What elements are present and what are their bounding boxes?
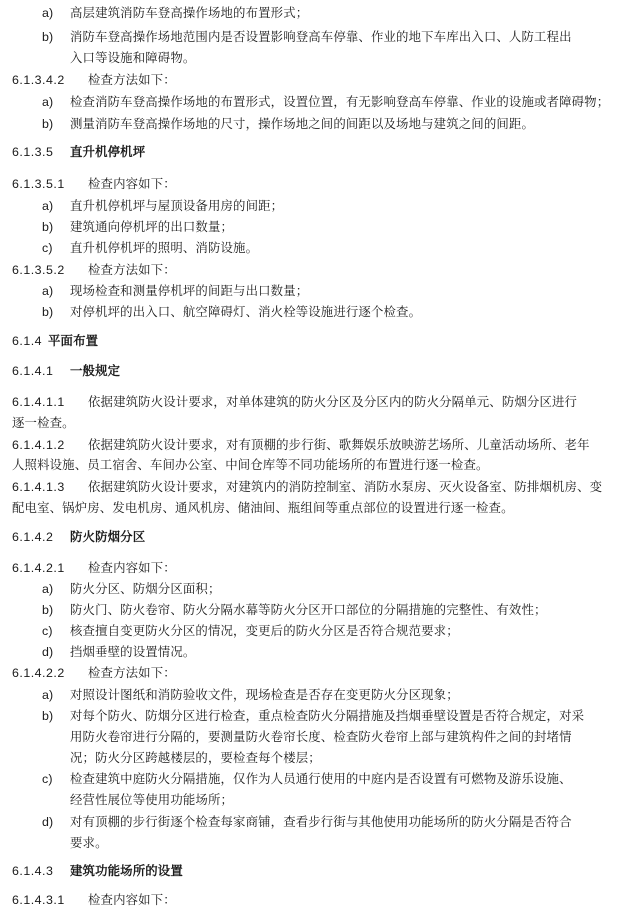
text-line bbox=[0, 665, 636, 681]
list-item-text: 对每个防火、防烟分区进行检查，重点检查防火分隔措施及挡烟垂壁设置是否符合规定，对采 bbox=[70, 708, 585, 723]
list-item-text: 防火门、防火卷帘、防火分隔水幕等防火分区开口部位的分隔措施的完整性、有效性； bbox=[70, 602, 547, 617]
text-line bbox=[0, 415, 636, 431]
list-item-text: 现场检查和测量停机坪的间距与出口数量； bbox=[70, 283, 309, 298]
clause-text: 依据建筑防火设计要求，对建筑内的消防控制室、消防水泵房、灭火设备室、防排烟机房、变 bbox=[88, 479, 603, 494]
clause-text: 检查内容如下： bbox=[88, 560, 176, 575]
section-heading bbox=[0, 863, 636, 879]
clause-number: 6.1.4.1.3 bbox=[12, 480, 65, 494]
list-item-text: 对照设计图纸和消防验收文件，现场检查是否存在变更防火分区现象； bbox=[70, 687, 459, 702]
clause-number: 6.1.4.1.2 bbox=[12, 438, 65, 452]
text-line bbox=[0, 219, 636, 235]
section-heading bbox=[0, 363, 636, 379]
text-line bbox=[0, 29, 636, 45]
text-line bbox=[0, 623, 636, 639]
list-item-text: 经营性展位等使用功能场所； bbox=[70, 792, 234, 807]
list-item-text: 建筑通向停机坪的出口数量； bbox=[70, 219, 234, 234]
heading-text: 建筑功能场所的设置 bbox=[70, 863, 183, 878]
list-marker: c) bbox=[42, 241, 53, 255]
heading-text: 平面布置 bbox=[48, 333, 99, 348]
list-item-text: 入口等设施和障碍物。 bbox=[70, 50, 196, 65]
list-marker: d) bbox=[42, 815, 54, 829]
list-marker: b) bbox=[42, 117, 54, 131]
clause-text: 依据建筑防火设计要求，对单体建筑的防火分区及分区内的防火分隔单元、防烟分区进行 bbox=[88, 394, 578, 409]
clause-number: 6.1.4.1.1 bbox=[12, 395, 65, 409]
list-item-text: 消防车登高操作场地范围内是否设置影响登高车停靠、作业的地下车库出入口、人防工程出 bbox=[70, 29, 572, 44]
list-marker: a) bbox=[42, 95, 54, 109]
list-item-text: 直升机停机坪的照明、消防设施。 bbox=[70, 240, 259, 255]
section-heading bbox=[0, 333, 636, 349]
list-item-text: 核查擅自变更防火分区的情况，变更后的防火分区是否符合规范要求； bbox=[70, 623, 459, 638]
text-line bbox=[0, 892, 636, 908]
clause-number: 6.1.4.3 bbox=[12, 864, 54, 878]
list-item-text: 检查消防车登高操作场地的布置形式，设置位置，有无影响登高车停靠、作业的设施或者障碍物； bbox=[70, 94, 610, 109]
section-heading bbox=[0, 529, 636, 545]
text-line bbox=[0, 602, 636, 618]
list-item-text: 况；防火分区跨越楼层的，要检查每个楼层； bbox=[70, 750, 321, 765]
list-marker: a) bbox=[42, 284, 54, 298]
list-item-text: 防火分区、防烟分区面积； bbox=[70, 581, 221, 596]
list-item-text: 对有顶棚的步行街逐个检查每家商铺，查看步行街与其他使用功能场所的防火分隔是否符合 bbox=[70, 814, 572, 829]
clause-number: 6.1.3.4.2 bbox=[12, 73, 65, 87]
continuation-text: 人照料设施、员工宿舍、车间办公室、中间仓库等不同功能场所的布置进行逐一检查。 bbox=[12, 457, 489, 472]
list-item-text: 直升机停机坪与屋顶设备用房的间距； bbox=[70, 198, 284, 213]
list-item-text: 高层建筑消防车登高操作场地的布置形式； bbox=[70, 5, 309, 20]
clause-text: 检查内容如下： bbox=[88, 176, 176, 191]
clause-text: 检查方法如下： bbox=[88, 262, 176, 277]
text-line bbox=[0, 94, 636, 110]
text-line bbox=[0, 262, 636, 278]
list-marker: a) bbox=[42, 688, 54, 702]
clause-number: 6.1.4.2 bbox=[12, 530, 54, 544]
clause-text: 依据建筑防火设计要求，对有顶棚的步行街、歌舞娱乐放映游艺场所、儿童活动场所、老年 bbox=[88, 437, 590, 452]
clause-text: 检查方法如下： bbox=[88, 665, 176, 680]
list-marker: b) bbox=[42, 30, 54, 44]
text-line bbox=[0, 581, 636, 597]
list-item-text: 测量消防车登高操作场地的尺寸，操作场地之间的间距以及场地与建筑之间的间距。 bbox=[70, 116, 535, 131]
clause-text: 检查内容如下： bbox=[88, 892, 176, 907]
clause-number: 6.1.3.5 bbox=[12, 145, 54, 159]
clause-number: 6.1.4.2.2 bbox=[12, 666, 65, 680]
text-line bbox=[0, 240, 636, 256]
text-line bbox=[0, 560, 636, 576]
text-line bbox=[0, 457, 636, 473]
heading-text: 直升机停机坪 bbox=[70, 144, 146, 159]
text-line bbox=[0, 814, 636, 830]
text-line bbox=[0, 708, 636, 724]
list-item-text: 对停机坪的出入口、航空障碍灯、消火栓等设施进行逐个检查。 bbox=[70, 304, 422, 319]
clause-text: 检查方法如下： bbox=[88, 72, 176, 87]
text-line bbox=[0, 304, 636, 320]
list-marker: c) bbox=[42, 624, 53, 638]
list-item-text: 用防火卷帘进行分隔的，要测量防火卷帘长度、检查防火卷帘上部与建筑构件之间的封堵情 bbox=[70, 729, 572, 744]
list-marker: a) bbox=[42, 6, 54, 20]
clause-number: 6.1.4 bbox=[12, 334, 43, 348]
text-line bbox=[0, 729, 636, 745]
list-marker: b) bbox=[42, 220, 54, 234]
list-marker: b) bbox=[42, 305, 54, 319]
list-marker: a) bbox=[42, 582, 54, 596]
text-line bbox=[0, 116, 636, 132]
text-line bbox=[0, 835, 636, 851]
clause-number: 6.1.3.5.2 bbox=[12, 263, 65, 277]
list-marker: a) bbox=[42, 199, 54, 213]
section-heading bbox=[0, 144, 636, 160]
list-item-text: 挡烟垂壁的设置情况。 bbox=[70, 644, 196, 659]
heading-text: 防火防烟分区 bbox=[70, 529, 146, 544]
text-line bbox=[0, 479, 636, 495]
text-line bbox=[0, 792, 636, 808]
text-line bbox=[0, 750, 636, 766]
continuation-text: 逐一检查。 bbox=[12, 415, 75, 430]
heading-text: 一般规定 bbox=[70, 363, 121, 378]
clause-number: 6.1.4.1 bbox=[12, 364, 54, 378]
text-line bbox=[0, 437, 636, 453]
list-item-text: 要求。 bbox=[70, 835, 108, 850]
list-marker: d) bbox=[42, 645, 54, 659]
text-line bbox=[0, 198, 636, 214]
text-line bbox=[0, 50, 636, 66]
text-line bbox=[0, 176, 636, 192]
text-line bbox=[0, 72, 636, 88]
text-line bbox=[0, 500, 636, 516]
text-line bbox=[0, 5, 636, 21]
list-marker: b) bbox=[42, 603, 54, 617]
text-line bbox=[0, 644, 636, 660]
list-item-text: 检查建筑中庭防火分隔措施，仅作为人员通行使用的中庭内是否设置有可燃物及游乐设施、 bbox=[70, 771, 572, 786]
text-line bbox=[0, 687, 636, 703]
clause-number: 6.1.4.3.1 bbox=[12, 893, 65, 907]
continuation-text: 配电室、锅炉房、发电机房、通风机房、储油间、瓶组间等重点部位的设置进行逐一检查。 bbox=[12, 500, 514, 515]
list-marker: b) bbox=[42, 709, 54, 723]
clause-number: 6.1.4.2.1 bbox=[12, 561, 65, 575]
text-line bbox=[0, 771, 636, 787]
text-line bbox=[0, 283, 636, 299]
clause-number: 6.1.3.5.1 bbox=[12, 177, 65, 191]
text-line bbox=[0, 394, 636, 410]
list-marker: c) bbox=[42, 772, 53, 786]
